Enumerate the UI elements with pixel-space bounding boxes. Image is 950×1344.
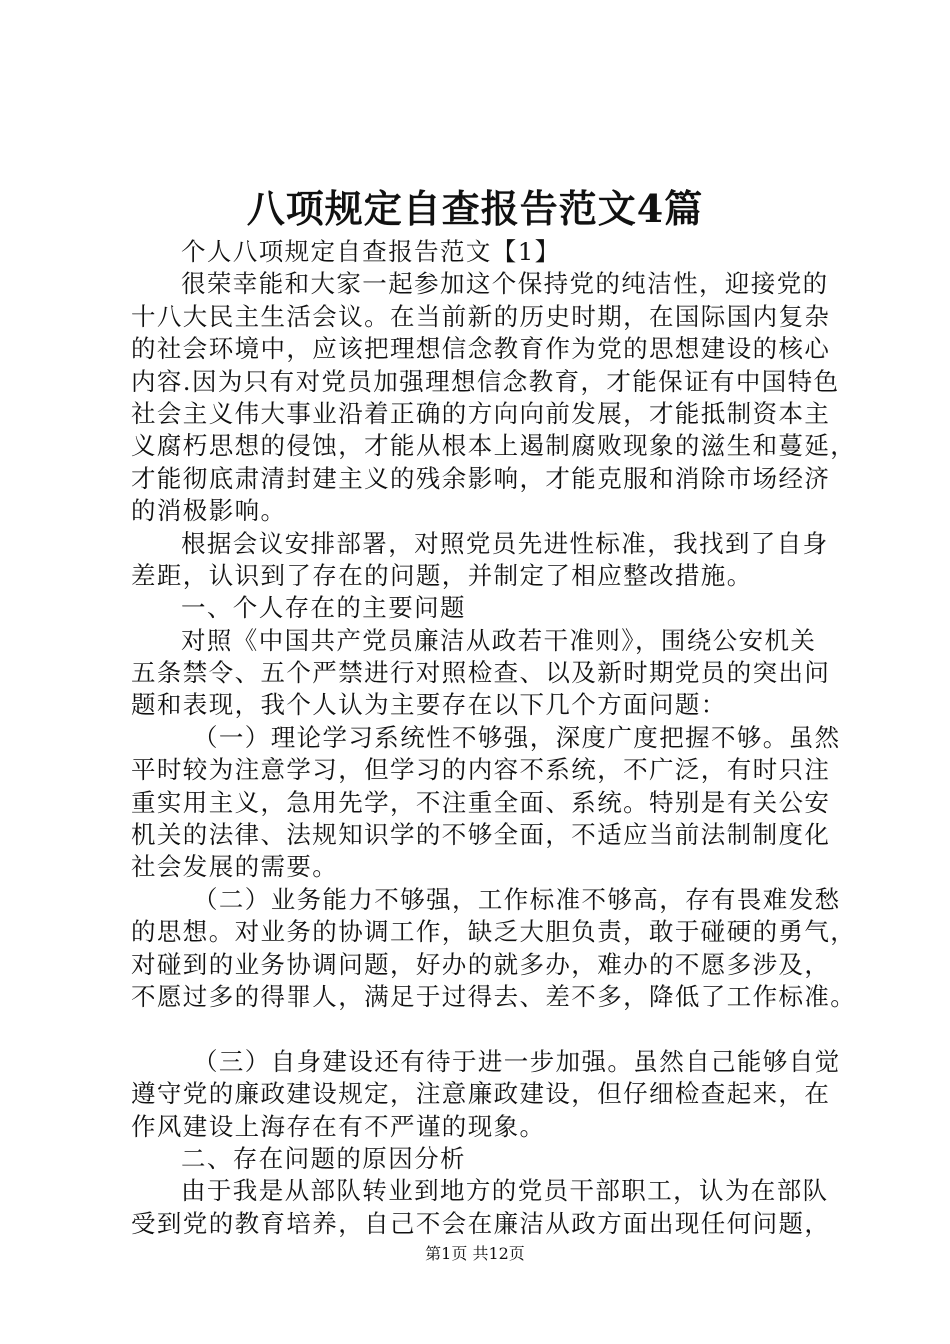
paragraph-line: 十八大民主生活会议。在当前新的历史时期，在国际国内复杂 [131, 301, 831, 331]
paragraph-line: 对照《中国共产党员廉洁从政若干准则》，围绕公安机关 [181, 625, 817, 655]
paragraph-line: 作风建设上海存在有不严谨的现象。 [131, 1111, 546, 1141]
section-heading: 二、存在问题的原因分析 [181, 1143, 466, 1173]
paragraph-line: 由于我是从部队转业到地方的党员干部职工，认为在部队 [181, 1176, 829, 1206]
paragraph-line: 的社会环境中，应该把理想信念教育作为党的思想建设的核心 [131, 334, 831, 364]
paragraph-line: 内容.因为只有对党员加强理想信念教育，才能保证有中国特色 [131, 366, 840, 396]
page-footer: 第1页 共12页 [425, 1244, 525, 1263]
paragraph-line: 机关的法律、法规知识学的不够全面，不适应当前法制制度化 [131, 820, 831, 850]
paragraph-line: （二）业务能力不够强，工作标准不够高，存有畏难发愁 [193, 884, 841, 914]
paragraph-line: 重实用主义，急用先学，不注重全面、系统。特别是有关公安 [131, 787, 831, 817]
paragraph-line: 才能彻底肃清封建主义的残余影响，才能克服和消除市场经济 [131, 463, 831, 493]
paragraph-line: （三）自身建设还有待于进一步加强。虽然自己能够自觉 [193, 1046, 841, 1076]
paragraph-line: 题和表现，我个人认为主要存在以下几个方面问题： [131, 690, 727, 720]
document-title: 八项规定自查报告范文4篇 [246, 186, 704, 231]
section-heading: 一、个人存在的主要问题 [181, 593, 466, 623]
paragraph-line: 差距，认识到了存在的问题，并制定了相应整改措施。 [131, 560, 753, 590]
paragraph-line: 社会发展的需要。 [131, 852, 339, 882]
paragraph-line: 的消极影响。 [131, 496, 287, 526]
paragraph-line: 根据会议安排部署，对照党员先进性标准，我找到了自身 [181, 528, 829, 558]
paragraph-line: 的思想。对业务的协调工作，缺乏大胆负责，敢于碰硬的勇气， [131, 917, 857, 947]
paragraph-line: 不愿过多的得罪人，满足于过得去、差不多，降低了工作标准。 [131, 981, 857, 1011]
paragraph-line: （一）理论学习系统性不够强，深度广度把握不够。虽然 [193, 722, 841, 752]
section-heading: 个人八项规定自查报告范文【1】 [181, 237, 561, 266]
document-body [131, 236, 857, 1240]
paragraph-line: 义腐朽思想的侵蚀，才能从根本上遏制腐败现象的滋生和蔓延， [131, 431, 857, 461]
paragraph-line: 遵守党的廉政建设规定，注意廉政建设，但仔细检查起来，在 [131, 1079, 831, 1109]
blank-line [131, 1013, 851, 1045]
paragraph-line: 对碰到的业务协调问题，好办的就多办，难办的不愿多涉及， [131, 949, 831, 979]
paragraph-line: 五条禁令、五个严禁进行对照检查、以及新时期党员的突出问 [131, 658, 831, 688]
paragraph-line: 平时较为注意学习，但学习的内容不系统，不广泛，有时只注 [131, 755, 831, 785]
paragraph-line: 受到党的教育培养，自己不会在廉洁从政方面出现任何问题， [131, 1208, 831, 1238]
paragraph-line: 很荣幸能和大家一起参加这个保持党的纯洁性，迎接党的 [181, 269, 829, 299]
paragraph-line: 社会主义伟大事业沿着正确的方向向前发展，才能抵制资本主 [131, 398, 831, 428]
